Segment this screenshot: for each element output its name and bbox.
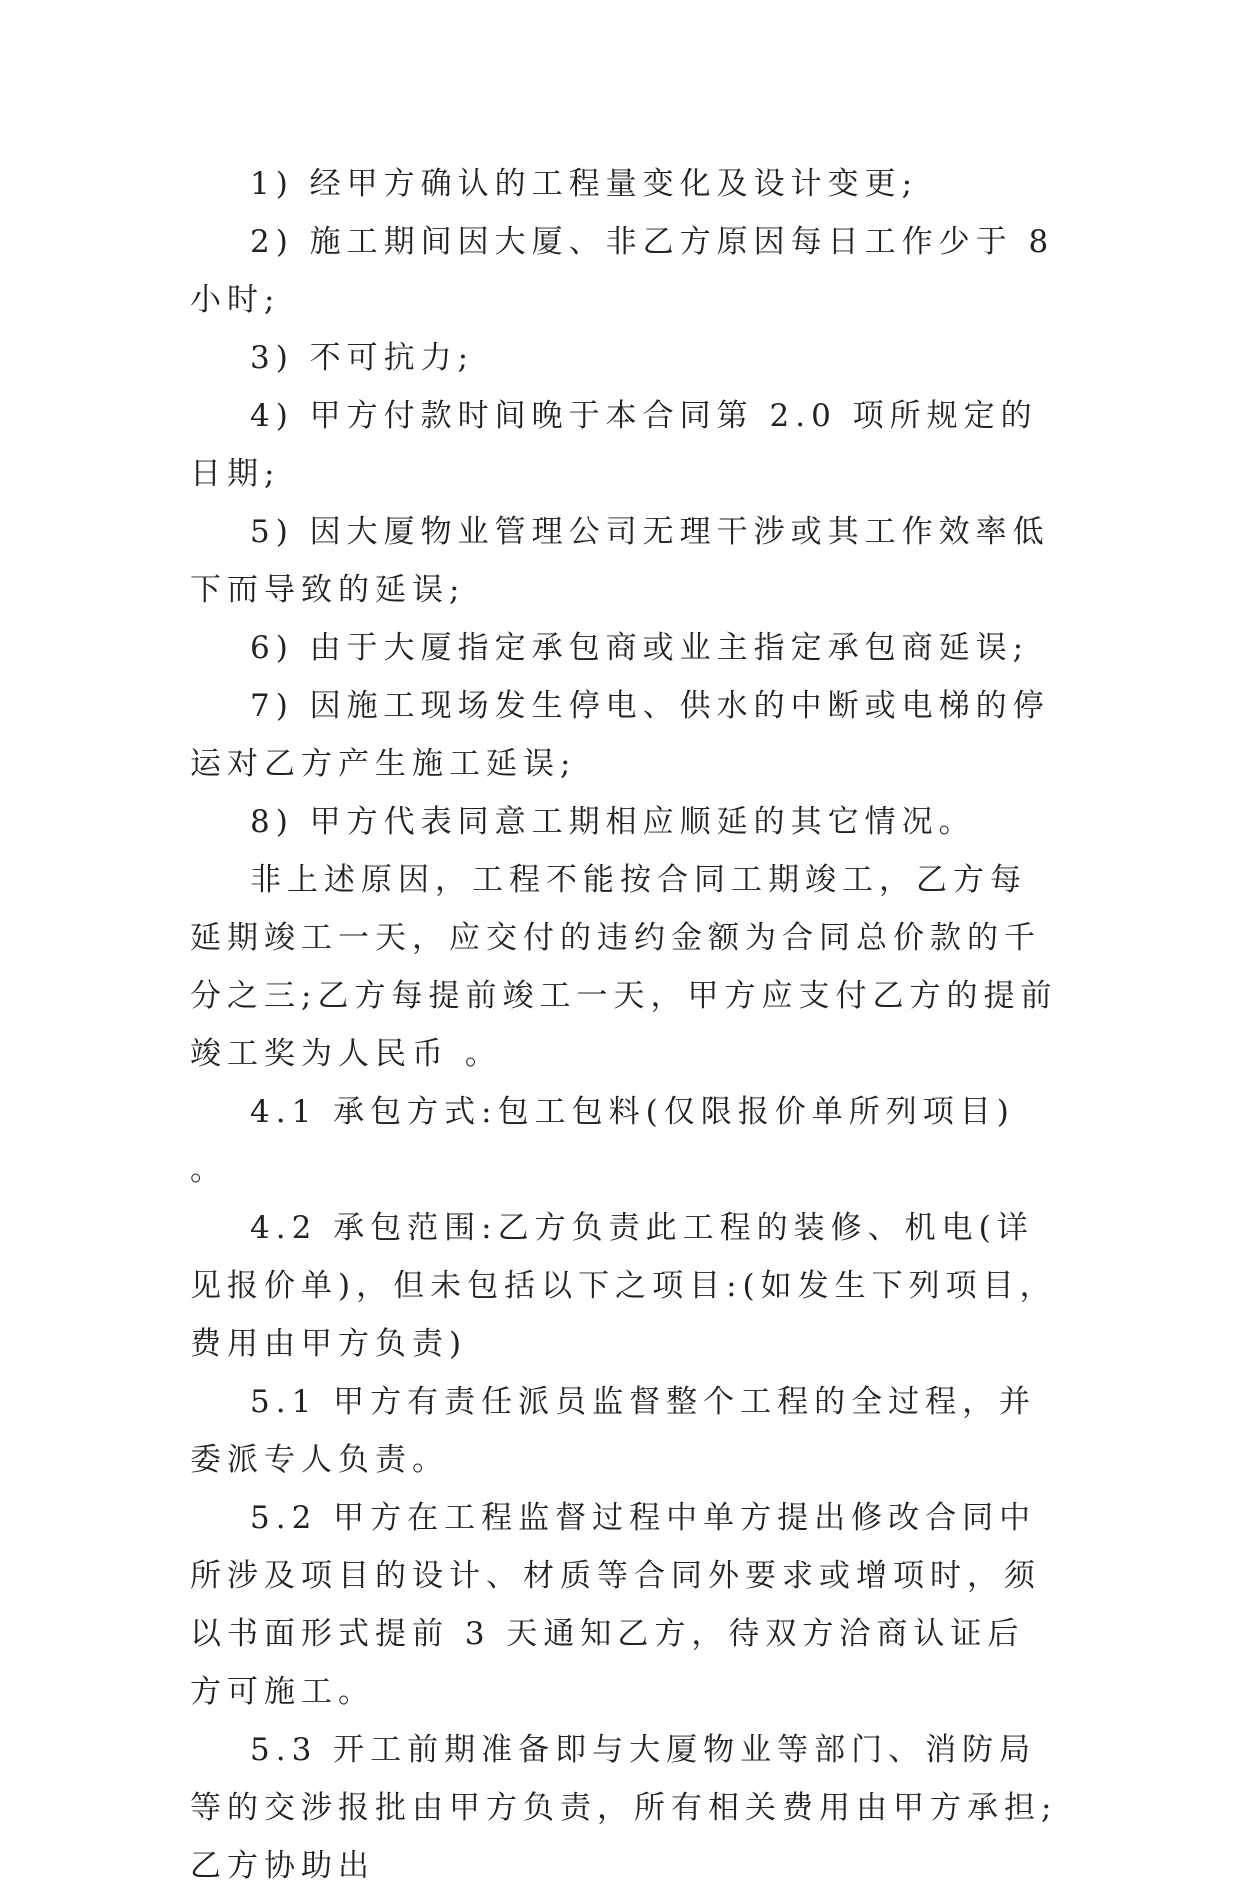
list-item-8: 8) 甲方代表同意工期相应顺延的其它情况。 [250, 804, 976, 840]
list-item-7: 7) 因施工现场发生停电、供水的中断或电梯的停运对乙方产生施工延误; [190, 688, 1050, 782]
clause-5-2: 5.2 甲方在工程监督过程中单方提出修改合同中所涉及项目的设计、材质等合同外要求或增项时，须以书面形式提前 3 天通知乙方，待双方洽商认证后方可施工。 [190, 1500, 1041, 1710]
clause-4-1: 4.1 承包方式:包工包料(仅限报价单所列项目) 。 [190, 1094, 1015, 1188]
penalty-paragraph: 非上述原因，工程不能按合同工期竣工，乙方每延期竣工一天，应交付的违约金额为合同总价款的千分之三;乙方每提前竣工一天，甲方应支付乙方的提前竣工奖为人民币 。 [190, 862, 1058, 1072]
list-item-3: 3) 不可抗力; [250, 340, 475, 376]
list-item-6: 6) 由于大厦指定承包商或业主指定承包商延误; [250, 630, 1030, 666]
clause-5-1: 5.1 甲方有责任派员监督整个工程的全过程，并委派专人负责。 [190, 1384, 1037, 1478]
list-item-4: 4) 甲方付款时间晚于本合同第 2.0 项所规定的日期; [190, 398, 1038, 492]
list-item-2: 2) 施工期间因大厦、非乙方原因每日工作少于 8 小时; [190, 224, 1055, 318]
document-page [190, 155, 1060, 1895]
list-item-1: 1) 经甲方确认的工程量变化及设计变更; [250, 166, 919, 202]
clause-5-3: 5.3 开工前期准备即与大厦物业等部门、消防局等的交涉报批由甲方负责，所有相关费用由甲方承担;乙方协助出 [190, 1732, 1058, 1884]
list-item-5: 5) 因大厦物业管理公司无理干涉或其工作效率低下而导致的延误; [190, 514, 1050, 608]
clause-4-2: 4.2 承包范围:乙方负责此工程的装修、机电(详见报价单)，但未包括以下之项目:(如发生下列项目，费用由甲方负责) [190, 1210, 1057, 1362]
